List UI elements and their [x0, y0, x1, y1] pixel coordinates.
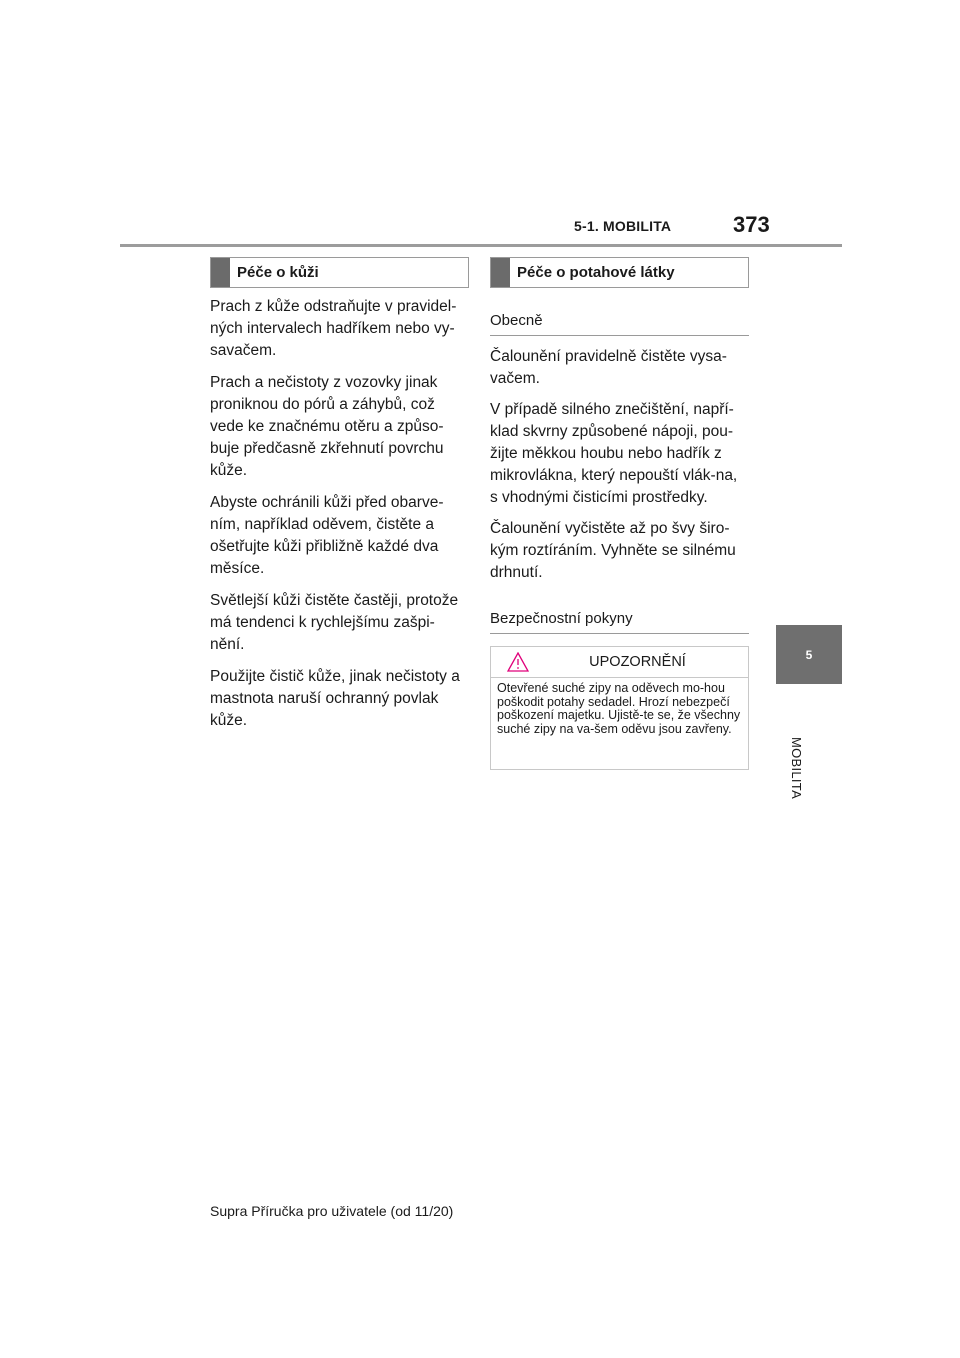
section-marker [211, 258, 230, 287]
paragraph: Prach a nečistoty z vozovky jinak proniknou do pórů a záhybů, což vede ke značnému otěru a způso-buje předčasně zkřehnutí povrchu kůže. [210, 374, 444, 479]
warning-header [491, 647, 748, 678]
subhead-safety: Bezpečnostní pokyny [490, 610, 749, 634]
paragraph: V případě silného znečištění, napří-klad skvrny způsobené nápoji, pou-žijte měkkou houbu nebo hadřík z mikrovlákna, který nepouští vlák-na, s vhodnými čisticími prostředky. [490, 401, 738, 506]
warning-triangle-icon [507, 652, 529, 672]
warning-text: Otevřené suché zipy na oděvech mo-hou poškodit potahy sedadel. Hrozí nebezpečí poškození majetku. Ujistě-te se, že všechny suché zipy na va-šem oděvu jsou zavřeny. [497, 681, 741, 736]
section-heading-fabric-care [490, 257, 749, 288]
paragraph: Čalounění pravidelně čistěte vysa-vačem. [490, 348, 727, 387]
page-number: 373 [733, 212, 770, 237]
paragraph: Abyste ochránili kůži před obarve-ním, například oděvem, čistěte a ošetřujte kůži přibližně každé dva měsíce. [210, 494, 444, 577]
chapter-label: MOBILITA [789, 736, 804, 800]
paragraph: Světlejší kůži čistěte častěji, protože má tendenci k rychlejšímu zašpi-nění. [210, 592, 459, 653]
section-marker [491, 258, 510, 287]
page-footer: Supra Příručka pro uživatele (od 11/20) [210, 1203, 454, 1219]
section-heading-leather-care [210, 257, 469, 288]
paragraph: Čalounění vyčistěte až po švy širo-kým roztíráním. Vyhněte se silnému drhnutí. [490, 520, 736, 581]
header-divider [120, 244, 842, 247]
warning-title: UPOZORNĚNÍ [589, 654, 686, 670]
right-column [490, 257, 749, 770]
subhead-general: Obecně [490, 312, 749, 336]
warning-box [490, 646, 749, 770]
paragraph: Prach z kůže odstraňujte v pravidel-ných intervalech hadříkem nebo vy-savačem. [210, 298, 457, 359]
chapter-number: 5 [805, 647, 813, 662]
section-title: Péče o potahové látky [517, 264, 675, 281]
paragraph: Použijte čistič kůže, jinak nečistoty a mastnota naruší ochranný povlak kůže. [210, 668, 460, 729]
page-header-section: 5-1. MOBILITA [574, 218, 672, 234]
left-column [210, 257, 469, 732]
section-title: Péče o kůži [237, 264, 319, 281]
chapter-tab [776, 625, 842, 684]
